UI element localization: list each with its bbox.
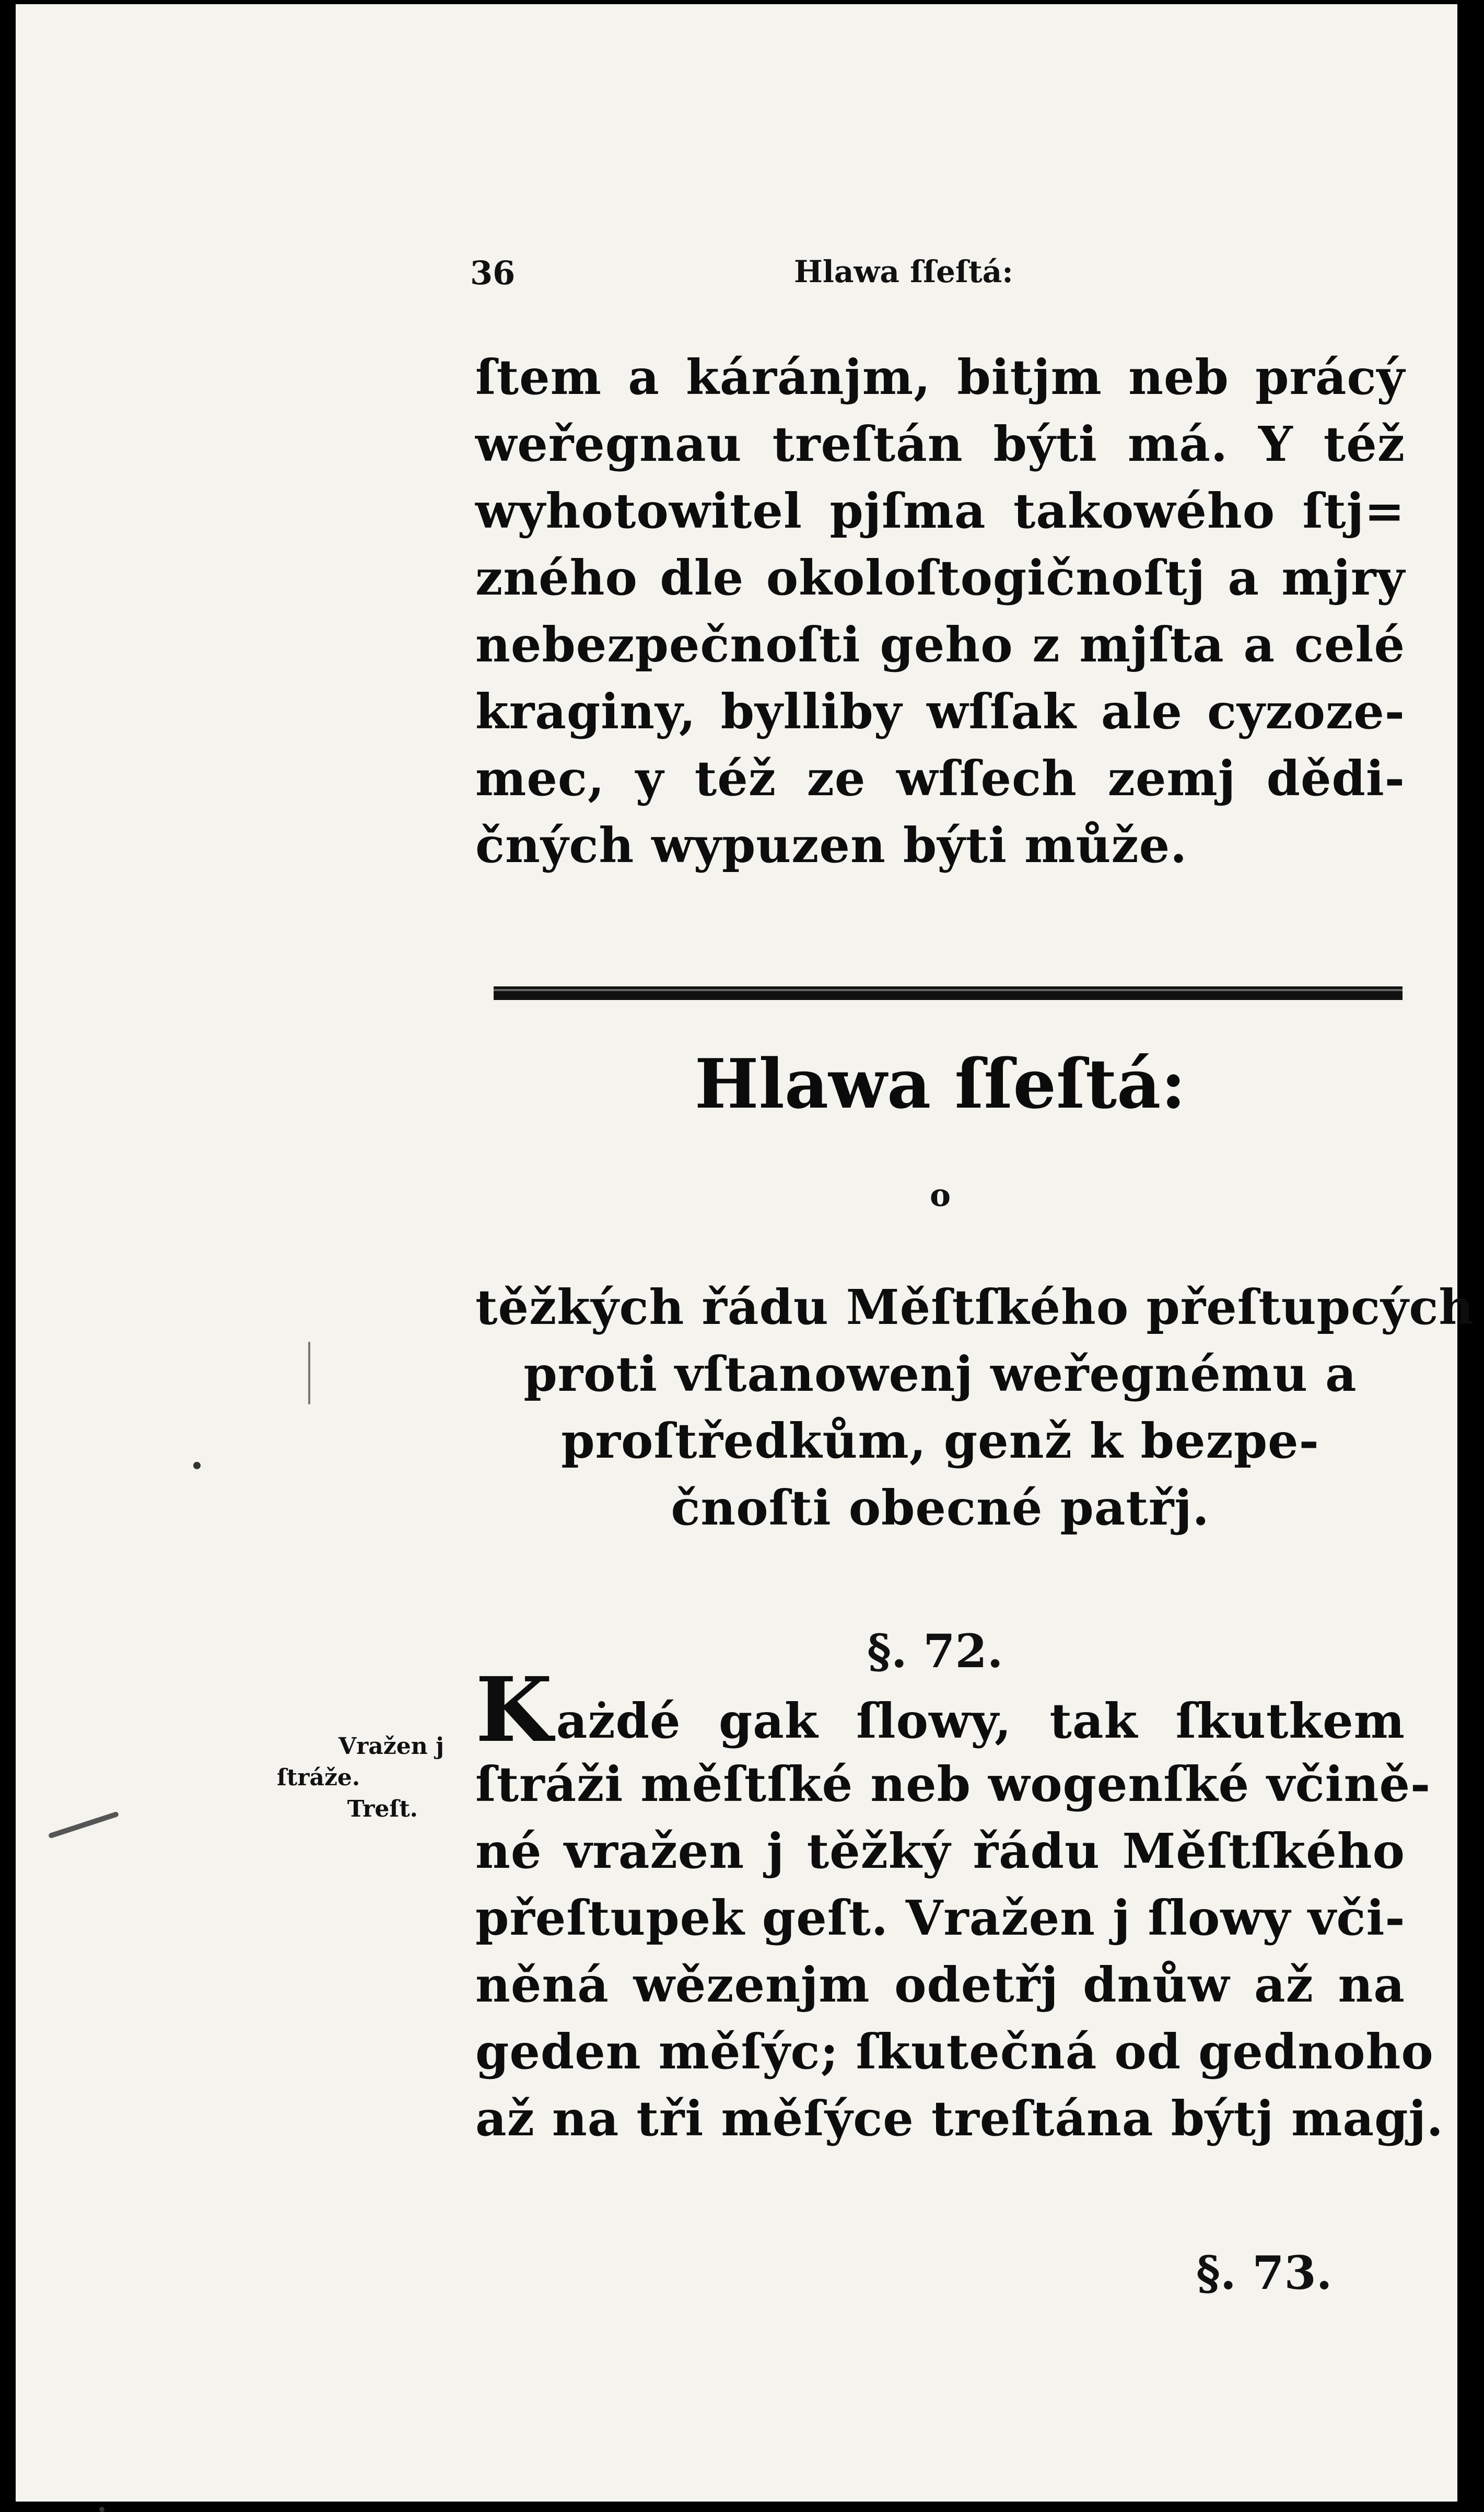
- subtitle-line: těžkých řádu Měſtſkého přeſtupcých: [475, 1279, 1475, 1335]
- section-72-paragraph: [475, 1658, 1444, 2152]
- ink-mark: [48, 1811, 119, 1839]
- text-line: něná wězenjm odetřj dnůw až na: [475, 1957, 1405, 2013]
- running-head: [16, 254, 1457, 301]
- text-line: ſtem a káránjm, bitjm neb prácý: [475, 349, 1405, 405]
- chapter-rule: [494, 986, 1403, 1000]
- margin-note: [277, 1731, 444, 1825]
- book-page: [16, 4, 1475, 2502]
- text-line: mec, y též ze wſſech zemj dědi-: [475, 750, 1405, 807]
- text-line: přeſtupek geſt. Vražen j ſlowy vči-: [475, 1890, 1406, 1946]
- text-line: ſtráži měſtſké neb wogenſké včině-: [475, 1756, 1431, 1812]
- subtitle-line: proſtředkům, genž k bezpe-: [561, 1413, 1319, 1469]
- margin-note-line: ſtráže.: [277, 1764, 360, 1791]
- margin-note-line: Vražen j: [338, 1733, 444, 1760]
- text-line: wyhotowitel pjſma takowého ſtj=: [475, 483, 1405, 539]
- paragraph-top: [475, 344, 1405, 879]
- chapter-preposition: o: [929, 1177, 951, 1214]
- chapter-subtitle: [475, 1274, 1475, 1541]
- dropcap: K: [475, 1658, 553, 1762]
- running-title: Hlawa ſſeſtá:: [794, 254, 1013, 289]
- text-line: kraginy, bylliby wſſak ale cyzoze-: [475, 683, 1405, 740]
- page-number: 36: [470, 254, 516, 292]
- chapter-title: Hlawa ſſeſtá:: [694, 1044, 1186, 1124]
- text-line: né vražen j těžký řádu Měſtſkého: [475, 1823, 1405, 1879]
- text-line: čných wypuzen býti může.: [475, 817, 1188, 874]
- ink-speck: [193, 1462, 201, 1469]
- text-line: [475, 1658, 1405, 1762]
- ink-mark: [308, 1342, 310, 1404]
- margin-note-line: Treſt.: [347, 1796, 418, 1822]
- section-72-mark: §. 72.: [867, 1624, 1003, 1678]
- subtitle-line: čnoſti obecné patřj.: [671, 1480, 1210, 1536]
- section-73-mark: §. 73.: [1196, 2246, 1333, 2300]
- text-line: weřegnau treſtán býti má. Y též: [475, 416, 1405, 472]
- text-line: zného dle okoloſtogičnoſtj a mjry: [475, 550, 1405, 606]
- text-line: nebezpečnoſti geho z mjſta a celé: [475, 617, 1405, 673]
- subtitle-line: proti vſtanowenj weřegnému a: [523, 1346, 1357, 1402]
- text-line: geden měſýc; ſkutečná od gednoho: [475, 2023, 1434, 2080]
- first-line-text: ażdé gak ſlowy, tak ſkutkem: [556, 1693, 1405, 1749]
- text-line: až na tři měſýce treſtána býtj magj.: [475, 2090, 1444, 2147]
